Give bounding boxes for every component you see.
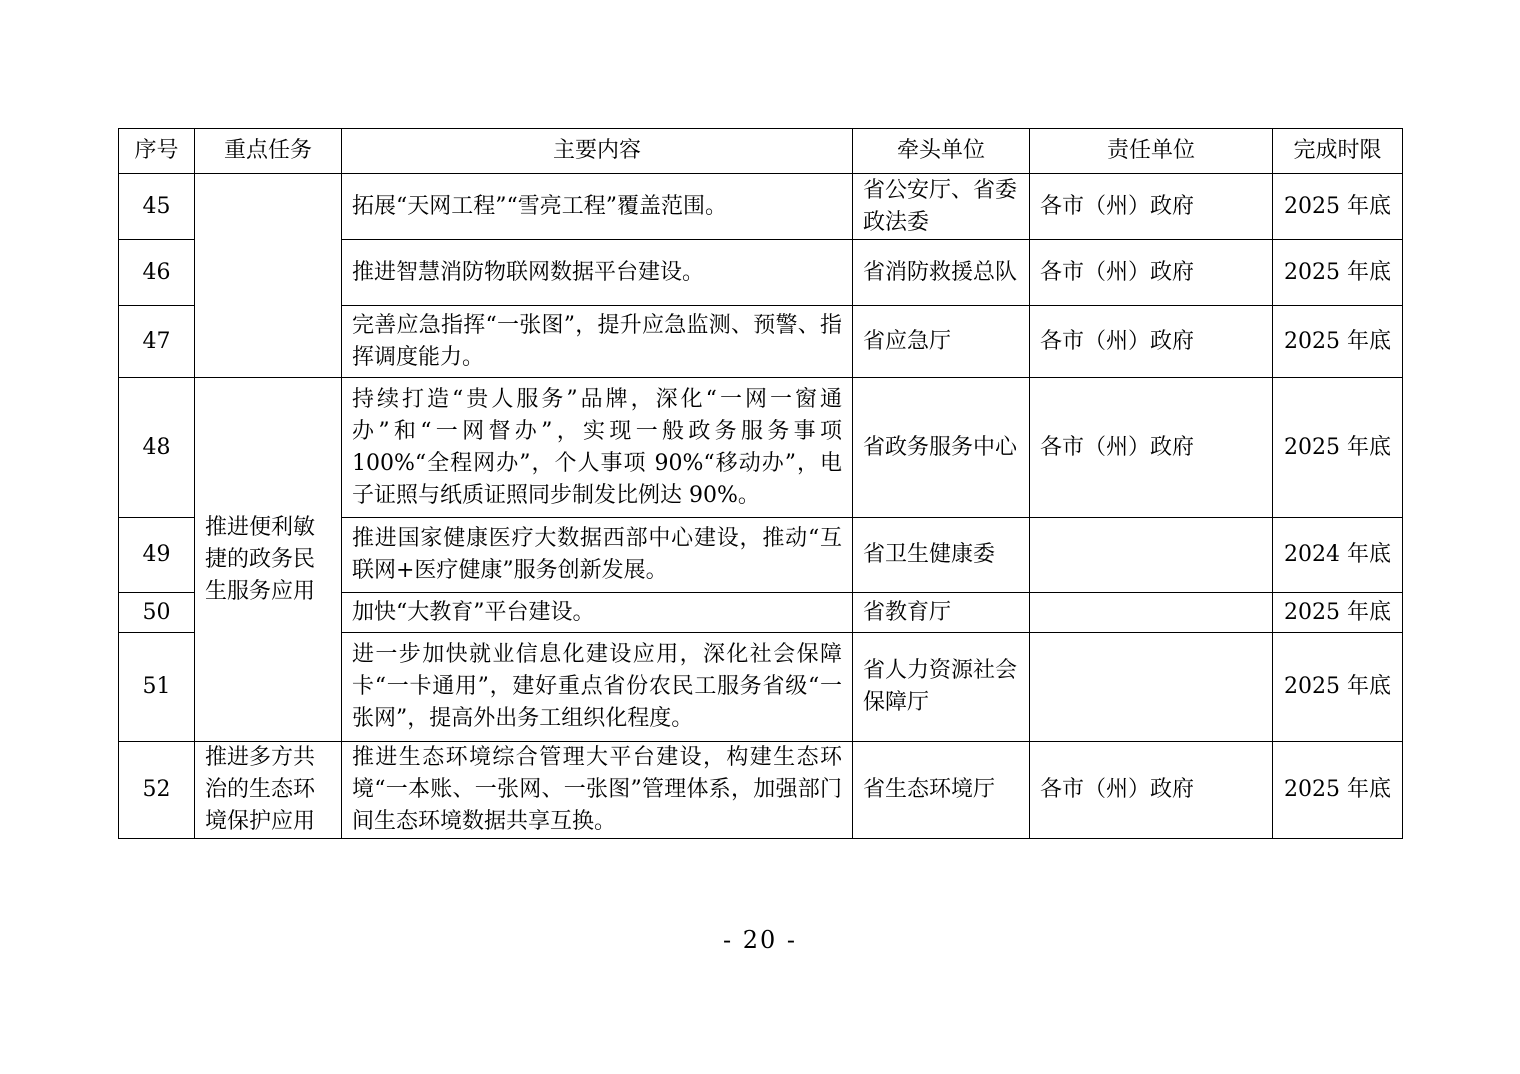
header-lead: 牵头单位 [853,129,1030,174]
row-content: 拓展“天网工程”“雪亮工程”覆盖范围。 [342,174,853,240]
row-lead: 省生态环境厅 [853,742,1030,839]
table-row [119,742,1403,839]
row-lead: 省人力资源社会保障厅 [853,633,1030,742]
row-responsible: 各市（州）政府 [1030,306,1273,378]
row-deadline: 2025 年底 [1273,633,1403,742]
row-content: 推进生态环境综合管理大平台建设，构建生态环境“一本账、一张网、一张图”管理体系，加强部门间生态环境数据共享互换。 [342,742,853,839]
row-responsible: 各市（州）政府 [1030,378,1273,518]
task-group-cell: 推进便利敏捷的政务民生服务应用 [195,378,342,742]
row-content: 完善应急指挥“一张图”，提升应急监测、预警、指挥调度能力。 [342,306,853,378]
row-responsible: 各市（州）政府 [1030,742,1273,839]
row-content: 推进国家健康医疗大数据西部中心建设，推动“互联网+医疗健康”服务创新发展。 [342,518,853,593]
row-deadline: 2024 年底 [1273,518,1403,593]
row-lead: 省应急厅 [853,306,1030,378]
row-deadline: 2025 年底 [1273,174,1403,240]
row-deadline: 2025 年底 [1273,306,1403,378]
row-responsible [1030,518,1273,593]
row-content: 进一步加快就业信息化建设应用，深化社会保障卡“一卡通用”，建好重点省份农民工服务省级“一张网”，提高外出务工组织化程度。 [342,633,853,742]
row-deadline: 2025 年底 [1273,593,1403,633]
row-lead: 省消防救援总队 [853,240,1030,306]
page-number: - 20 - [722,926,797,954]
row-lead: 省公安厅、省委政法委 [853,174,1030,240]
row-lead: 省教育厅 [853,593,1030,633]
header-task: 重点任务 [195,129,342,174]
row-seq: 45 [119,174,195,240]
table-row [119,378,1403,518]
row-responsible: 各市（州）政府 [1030,240,1273,306]
header-content: 主要内容 [342,129,853,174]
header-seq: 序号 [119,129,195,174]
row-lead: 省政务服务中心 [853,378,1030,518]
table-row [119,174,1403,240]
row-responsible [1030,593,1273,633]
row-lead: 省卫生健康委 [853,518,1030,593]
row-content: 持续打造“贵人服务”品牌，深化“一网一窗通办”和“一网督办”，实现一般政务服务事项 100%“全程网办”，个人事项 90%“移动办”，电子证照与纸质证照同步制发比例达 90%。 [342,378,853,518]
row-responsible [1030,633,1273,742]
row-seq: 47 [119,306,195,378]
header-responsible: 责任单位 [1030,129,1273,174]
row-seq: 50 [119,593,195,633]
task-group-cell: 推进多方共治的生态环境保护应用 [195,742,342,839]
row-content: 加快“大教育”平台建设。 [342,593,853,633]
row-seq: 51 [119,633,195,742]
task-group-cell [195,174,342,378]
row-deadline: 2025 年底 [1273,742,1403,839]
header-deadline: 完成时限 [1273,129,1403,174]
table-header-row [119,129,1403,174]
row-content: 推进智慧消防物联网数据平台建设。 [342,240,853,306]
row-seq: 49 [119,518,195,593]
task-table [118,128,1403,839]
row-deadline: 2025 年底 [1273,240,1403,306]
row-responsible: 各市（州）政府 [1030,174,1273,240]
row-seq: 46 [119,240,195,306]
row-seq: 52 [119,742,195,839]
row-deadline: 2025 年底 [1273,378,1403,518]
row-seq: 48 [119,378,195,518]
